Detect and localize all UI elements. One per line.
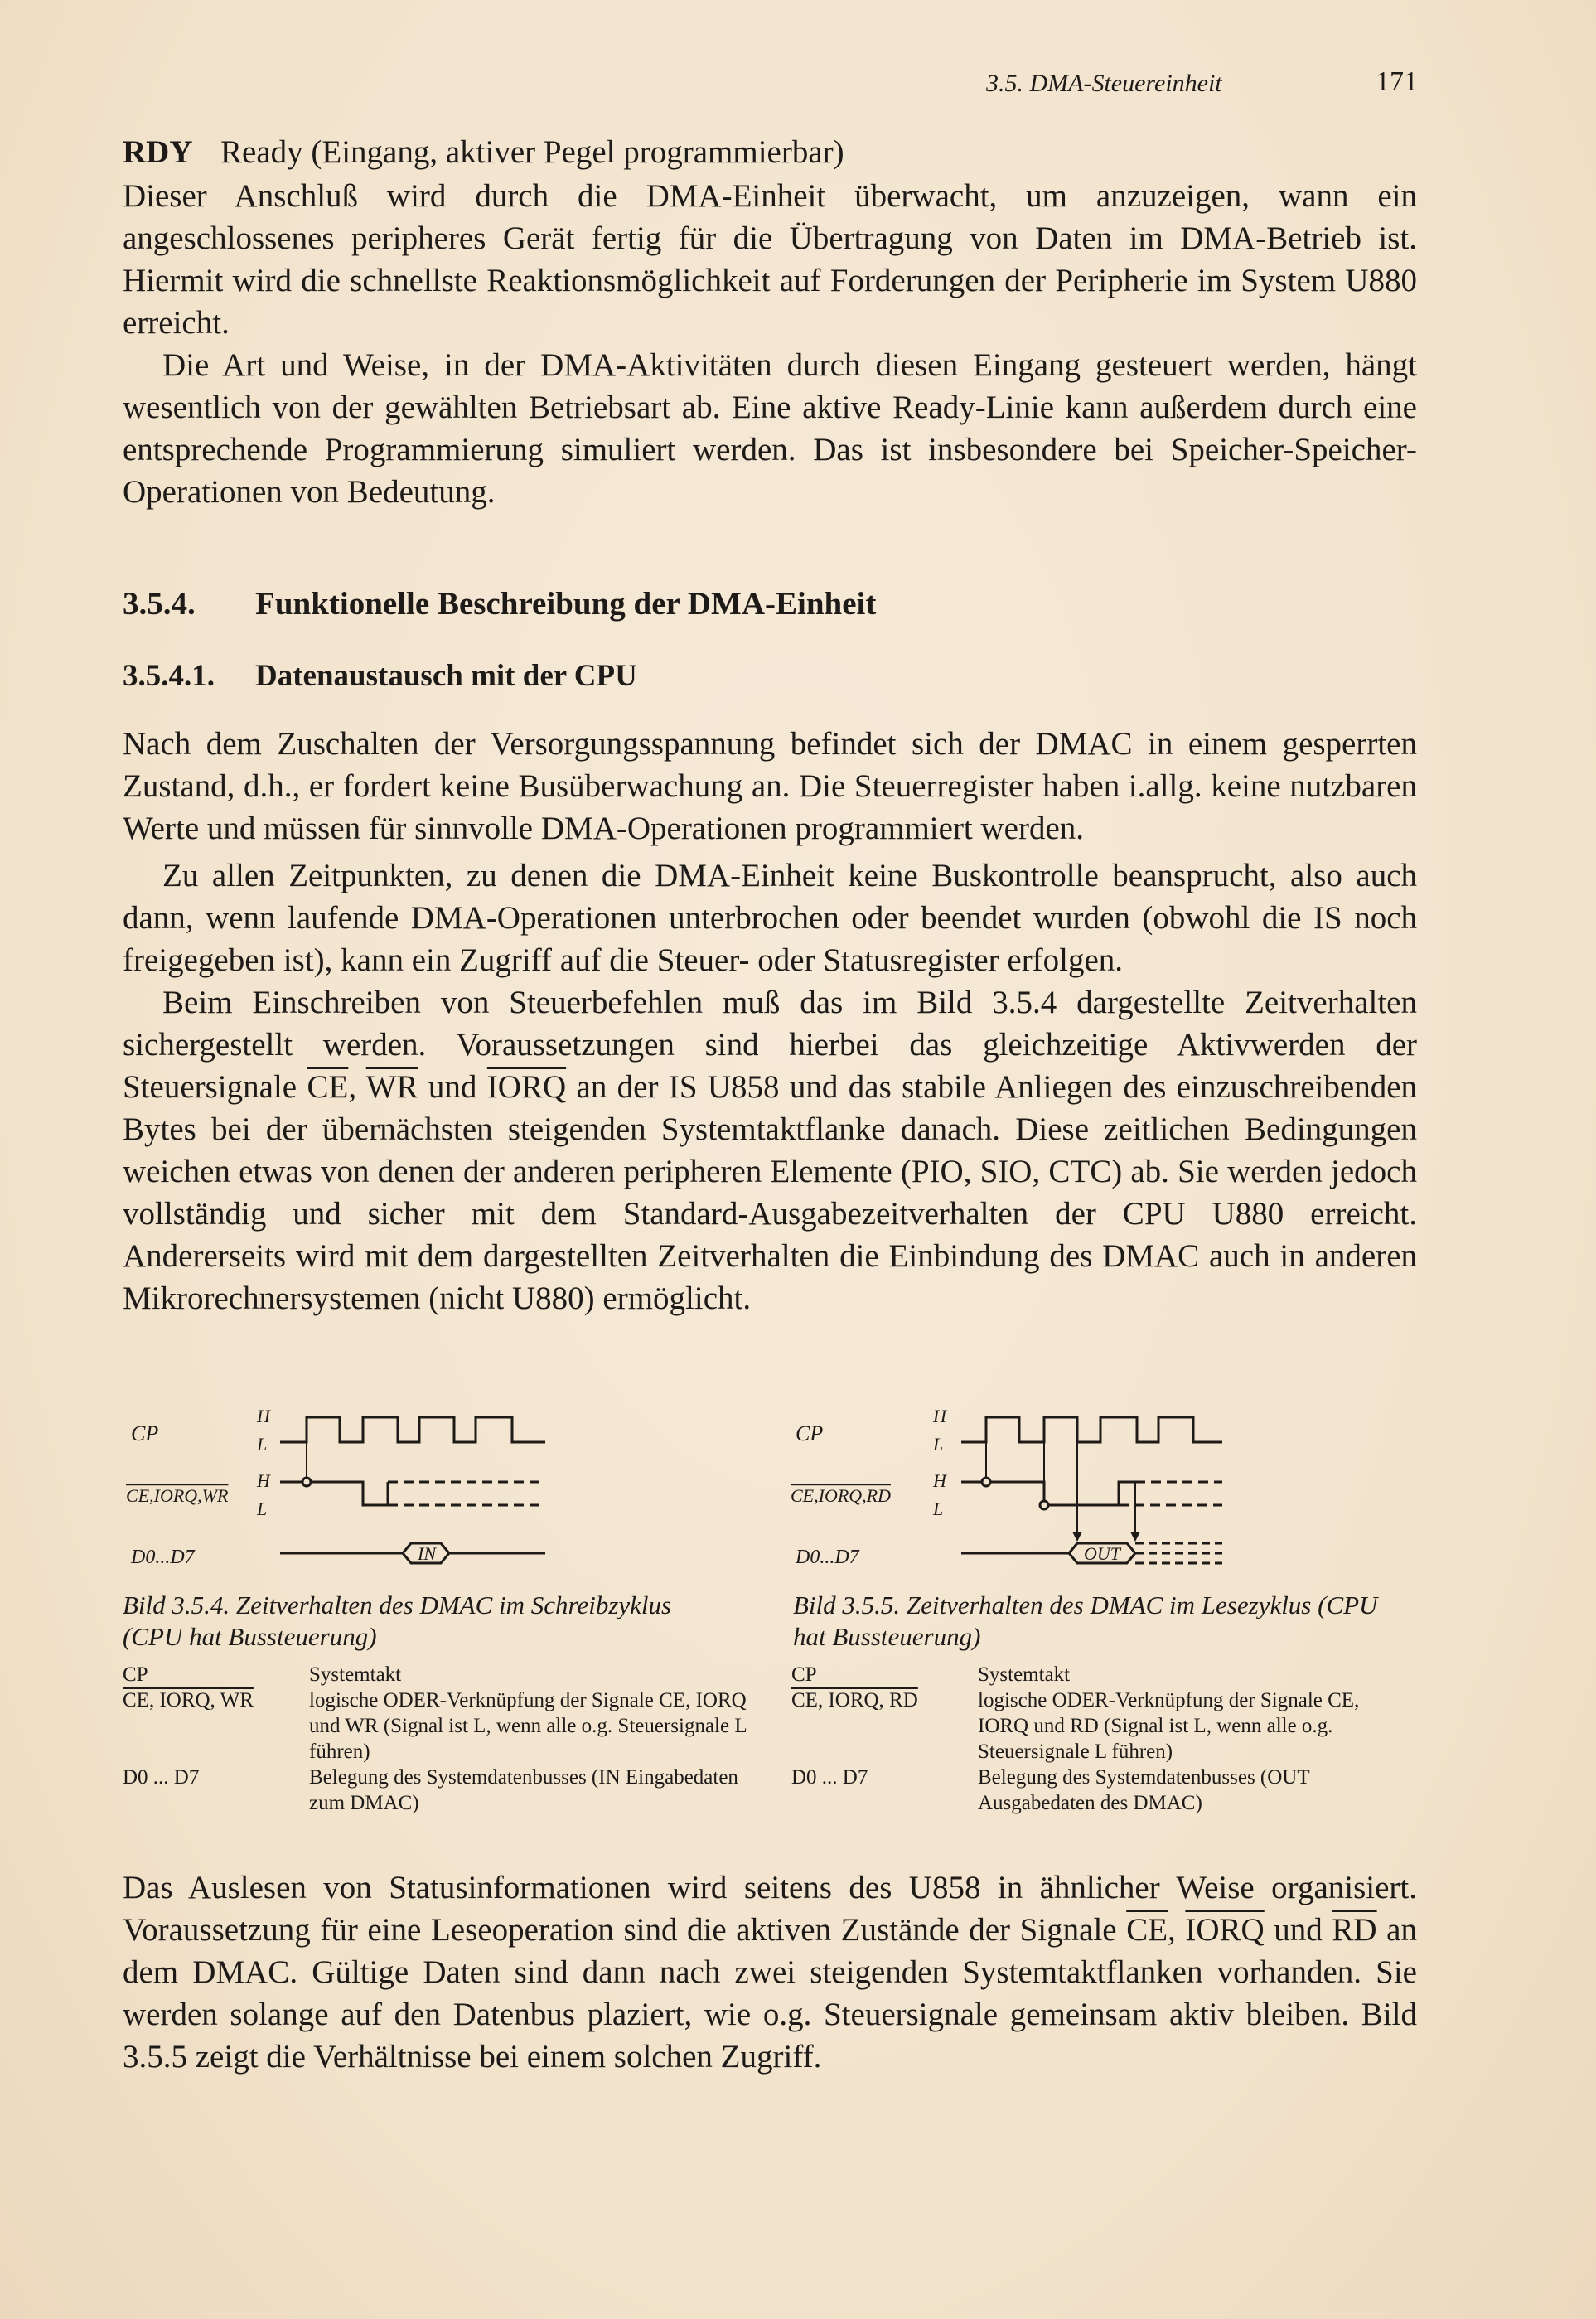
- bus-label: OUT: [1084, 1543, 1121, 1564]
- clock-waveform: [280, 1417, 545, 1442]
- signal-rd: $\overline{RD}$: [1332, 1912, 1377, 1948]
- control-waveform: [280, 1482, 388, 1505]
- legend-key: CE, IORQ, WR: [123, 1689, 254, 1711]
- legend-value: Systemtakt: [309, 1663, 402, 1686]
- p4-und: und: [1264, 1912, 1332, 1948]
- p3-sep: ,: [348, 1069, 366, 1105]
- body-paragraph-4: [123, 1866, 1417, 2078]
- legend-row: [791, 1765, 1409, 1816]
- p3-text-a: Beim Einschreiben von Steuerbefehlen muß das im Bild 3.5.4 dargestellte Zeitverhalten sichergestellt werden. Voraussetzungen sind hierbei das gleichzeitige Aktivwerden der Steuersignale: [123, 985, 1417, 1105]
- figure-legend-355: [791, 1662, 1409, 1816]
- section-number: 3.5.4.: [123, 586, 196, 622]
- legend-row: [123, 1687, 773, 1765]
- signal-label-data: D0...D7: [131, 1547, 195, 1568]
- timing-diagram-read: [787, 1399, 1235, 1581]
- p3-und: und: [418, 1069, 487, 1105]
- legend-key: CP: [791, 1663, 817, 1686]
- rdy-paragraph-2: Die Art und Weise, in der DMA-Aktivitäten durch diesen Eingang gesteuert werden, hängt wesentlich von der gewählten Betriebsart ab. Eine aktive Ready-Linie kann außerdem durch eine entsprechende Programmierung simuliert werden. Das ist insbesondere bei Speicher-Speicher-Operationen von Bedeutung.: [123, 347, 1417, 510]
- body-text-upper: [123, 723, 1417, 1319]
- subsection-title: Datenaustausch mit der CPU: [255, 659, 637, 693]
- level-l-cp: L: [933, 1434, 944, 1455]
- p4-text-b: an dem DMAC. Gültige Daten sind dann nach zwei steigenden Systemtaktflanken vorhanden. Sie werden solange auf den Datenbus plaziert, wie o.g. Steuersignale gemeinsam aktiv bleiben. Bild 3.5.5 zeigt die Verhältnisse bei einem solchen Zugriff.: [123, 1912, 1417, 2075]
- p3-text-b: an der IS U858 und das stabile Anliegen des einzuschreibenden Bytes bei der übernächsten steigenden Systemtaktflanke danach. Diese zeitlichen Bedingungen weichen etwas von denen der anderen peripheren Elemente (PIO, SIO, CTC) ab. Sie werden jedoch vollständig und sicher mit dem Standard-Ausgabezeitverhalten der CPU U880 erreicht. Andererseits wird mit dem dargestellten Zeitverhalten die Einbindung des DMAC auch in anderen Mikrorechnersystemen (nicht U880) ermöglicht.: [123, 1069, 1418, 1316]
- legend-row: [791, 1662, 1409, 1687]
- figure-caption-354: Bild 3.5.4. Zeitverhalten des DMAC im Schreibzyklus (CPU hat Bussteuerung): [123, 1590, 672, 1651]
- legend-value: Belegung des Systemdatenbusses (OUT Ausgabedaten des DMAC): [978, 1766, 1310, 1814]
- section-heading-354: [123, 585, 876, 622]
- legend-row: [123, 1662, 773, 1687]
- signal-label-ctrl: CE,IORQ,WR: [126, 1485, 229, 1506]
- body-text-lower: [123, 1866, 1417, 2078]
- signal-iorq: IORQ: [1185, 1912, 1265, 1948]
- legend-value: Belegung des Systemdatenbusses (IN Eingabedaten zum DMAC): [309, 1766, 738, 1814]
- signal-iorq: IORQ: [486, 1069, 567, 1105]
- bus-label: IN: [418, 1543, 436, 1564]
- body-paragraph-1: Nach dem Zuschalten der Versorgungsspannung befindet sich der DMAC in einem gesperrten Zustand, d.h., er fordert keine Busüberwachung an. Die Steuerregister haben i.allg. keine nutzbaren Werte und müssen für sinnvolle DMA-Operationen programmiert werden.: [123, 726, 1417, 846]
- rdy-heading: [123, 131, 1417, 173]
- level-h-cp: H: [257, 1406, 270, 1426]
- level-h-cp: H: [933, 1406, 946, 1426]
- signal-label-cp: CP: [131, 1421, 159, 1445]
- body-paragraph-2: Zu allen Zeitpunkten, zu denen die DMA-Einheit keine Buskontrolle beansprucht, also auch dann, wenn laufende DMA-Operationen unterbrochen oder beendet wurden (obwohl die IS noch freigegeben ist), kann ein Zugriff auf die Steuer- oder Statusregister erfolgen.: [123, 858, 1417, 978]
- signal-ce: $\overline{CE}$: [307, 1069, 349, 1105]
- legend-row: [123, 1765, 773, 1816]
- clock-waveform: [961, 1417, 1222, 1442]
- legend-key: D0 ... D7: [123, 1766, 200, 1789]
- legend-value: Systemtakt: [978, 1663, 1071, 1686]
- subsection-heading-3541: [123, 658, 637, 694]
- legend-key: D0 ... D7: [791, 1766, 868, 1789]
- signal-ce: $\overline{CE}$: [1126, 1912, 1168, 1948]
- legend-value: logische ODER-Verknüpfung der Signale CE, IORQ und RD (Signal ist L, wenn alle o.g. Steuersignale L führen): [978, 1689, 1360, 1763]
- subsection-number: 3.5.4.1.: [123, 659, 215, 693]
- signal-label-cp: CP: [796, 1421, 824, 1445]
- level-h-ctrl: H: [257, 1470, 270, 1491]
- level-l-ctrl: L: [257, 1498, 268, 1519]
- level-l-ctrl: L: [933, 1498, 944, 1519]
- level-h-ctrl: H: [933, 1470, 946, 1491]
- signal-wr: $\overline{WR}$: [365, 1069, 418, 1105]
- rdy-paragraph-1: Dieser Anschluß wird durch die DMA-Einheit überwacht, um anzuzeigen, wann ein angeschlossenes peripheres Gerät fertig für die Übertragung von Daten im DMA-Betrieb ist. Hiermit wird die schnellste Reaktionsmöglichkeit auf Forderungen der Peripherie im System U880 erreicht.: [123, 178, 1417, 341]
- level-l-cp: L: [257, 1434, 268, 1455]
- rdy-term: RDY: [123, 134, 193, 170]
- legend-key: CE, IORQ, RD: [791, 1689, 918, 1711]
- p4-sep: ,: [1168, 1912, 1186, 1948]
- p4-text-a: Das Auslesen von Statusinformationen wird seitens des U858 in ähnlicher Weise organisiert. Voraussetzung für eine Leseoperation sind die aktiven Zustände der Signale: [123, 1870, 1417, 1948]
- running-header-section: 3.5. DMA-Steuereinheit: [986, 70, 1222, 97]
- timing-diagram-write: [123, 1399, 570, 1581]
- rdy-desc: Ready (Eingang, aktiver Pegel programmierbar): [220, 134, 844, 170]
- legend-row: [791, 1687, 1409, 1765]
- rdy-block: [123, 131, 1417, 513]
- figure-legend-354: [123, 1662, 773, 1816]
- section-title: Funktionelle Beschreibung der DMA-Einheit: [255, 586, 877, 622]
- page-number: 171: [1376, 66, 1418, 97]
- legend-key: CP: [123, 1663, 148, 1686]
- signal-label-ctrl: CE,IORQ,RD: [791, 1485, 891, 1506]
- legend-value: logische ODER-Verknüpfung der Signale CE, IORQ und WR (Signal ist L, wenn alle o.g. Steuersignale L führen): [309, 1689, 747, 1763]
- body-paragraph-3: [123, 981, 1417, 1319]
- signal-label-data: D0...D7: [796, 1547, 859, 1568]
- figure-caption-355: Bild 3.5.5. Zeitverhalten des DMAC im Lesezyklus (CPU hat Bussteuerung): [793, 1590, 1378, 1651]
